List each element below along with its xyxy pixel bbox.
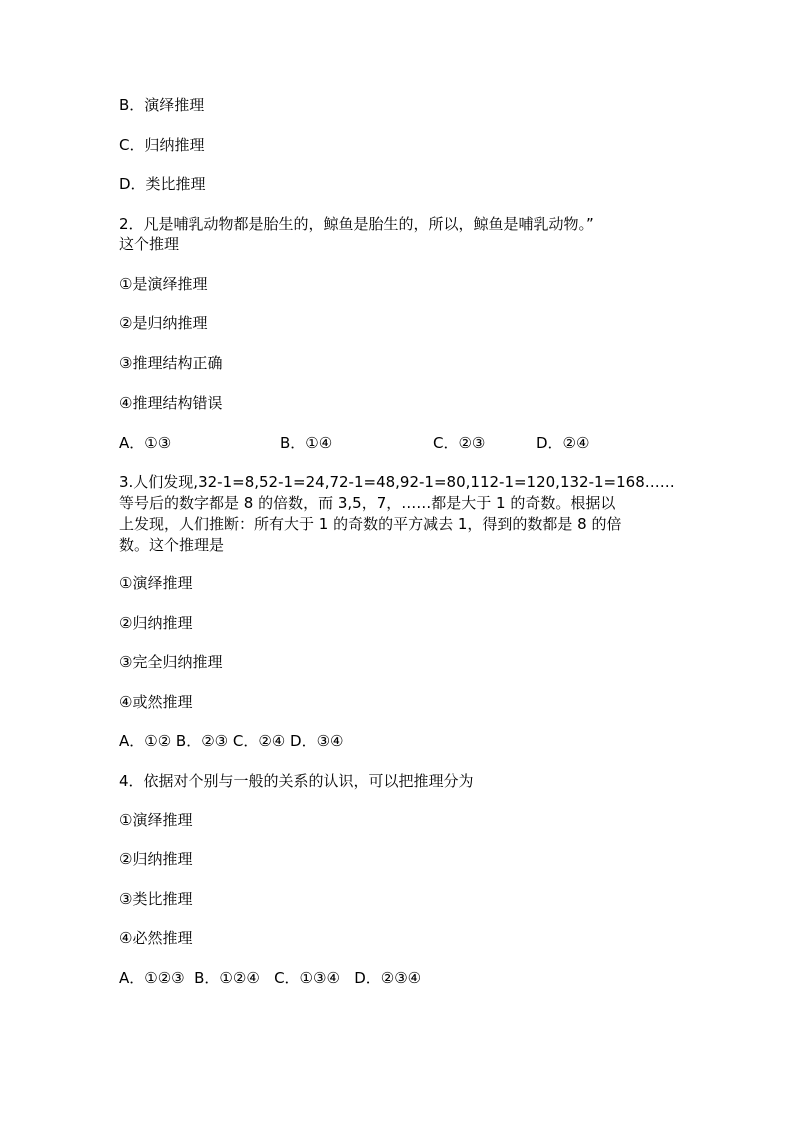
- q4-item-4: ④必然推理: [119, 929, 193, 947]
- q4-item-1: ①演绎推理: [119, 811, 193, 829]
- q3-item-3: ③完全归纳推理: [119, 653, 223, 671]
- q1-option-b: B．演绎推理: [119, 96, 205, 114]
- q3-stem-line1: 3.人们发现,32-1=8,52-1=24,72-1=48,92-1=80,112-1=120,132-1=168……: [119, 473, 675, 491]
- q4-item-2: ②归纳推理: [119, 850, 193, 868]
- q3-item-4: ④或然推理: [119, 693, 193, 711]
- q3-stem-line2: 等号后的数字都是 8 的倍数，而 3,5，7，……都是大于 1 的奇数。根据以: [119, 494, 616, 512]
- q3-stem-line4: 数。这个推理是: [119, 536, 225, 554]
- q2-choice-b: B．①④: [280, 434, 333, 452]
- q3-item-2: ②归纳推理: [119, 614, 193, 632]
- q4-item-3: ③类比推理: [119, 890, 193, 908]
- q2-item-4: ④推理结构错误: [119, 394, 223, 412]
- q3-choices: A．①② B．②③ C．②④ D．③④: [119, 732, 344, 750]
- q1-option-d: D．类比推理: [119, 175, 206, 193]
- q3-item-1: ①演绎推理: [119, 574, 193, 592]
- q2-choice-d: D．②④: [536, 434, 590, 452]
- q1-option-c: C．归纳推理: [119, 136, 205, 154]
- q2-item-1: ①是演绎推理: [119, 275, 208, 293]
- q2-item-3: ③推理结构正确: [119, 354, 223, 372]
- q2-item-2: ②是归纳推理: [119, 314, 208, 332]
- q4-stem: 4．依据对个别与一般的关系的认识，可以把推理分为: [119, 772, 474, 790]
- q3-stem-line3: 上发现，人们推断：所有大于 1 的奇数的平方减去 1，得到的数都是 8 的倍: [119, 515, 622, 533]
- q2-choice-c: C．②③: [433, 434, 486, 452]
- q4-choices: A．①②③ B．①②④ C．①③④ D．②③④: [119, 969, 422, 987]
- q2-choice-a: A．①③: [119, 434, 172, 452]
- q2-stem-line2: 这个推理: [119, 235, 180, 253]
- q2-stem-line1: 2．凡是哺乳动物都是胎生的，鲸鱼是胎生的，所以，鲸鱼是哺乳动物。”: [119, 215, 594, 233]
